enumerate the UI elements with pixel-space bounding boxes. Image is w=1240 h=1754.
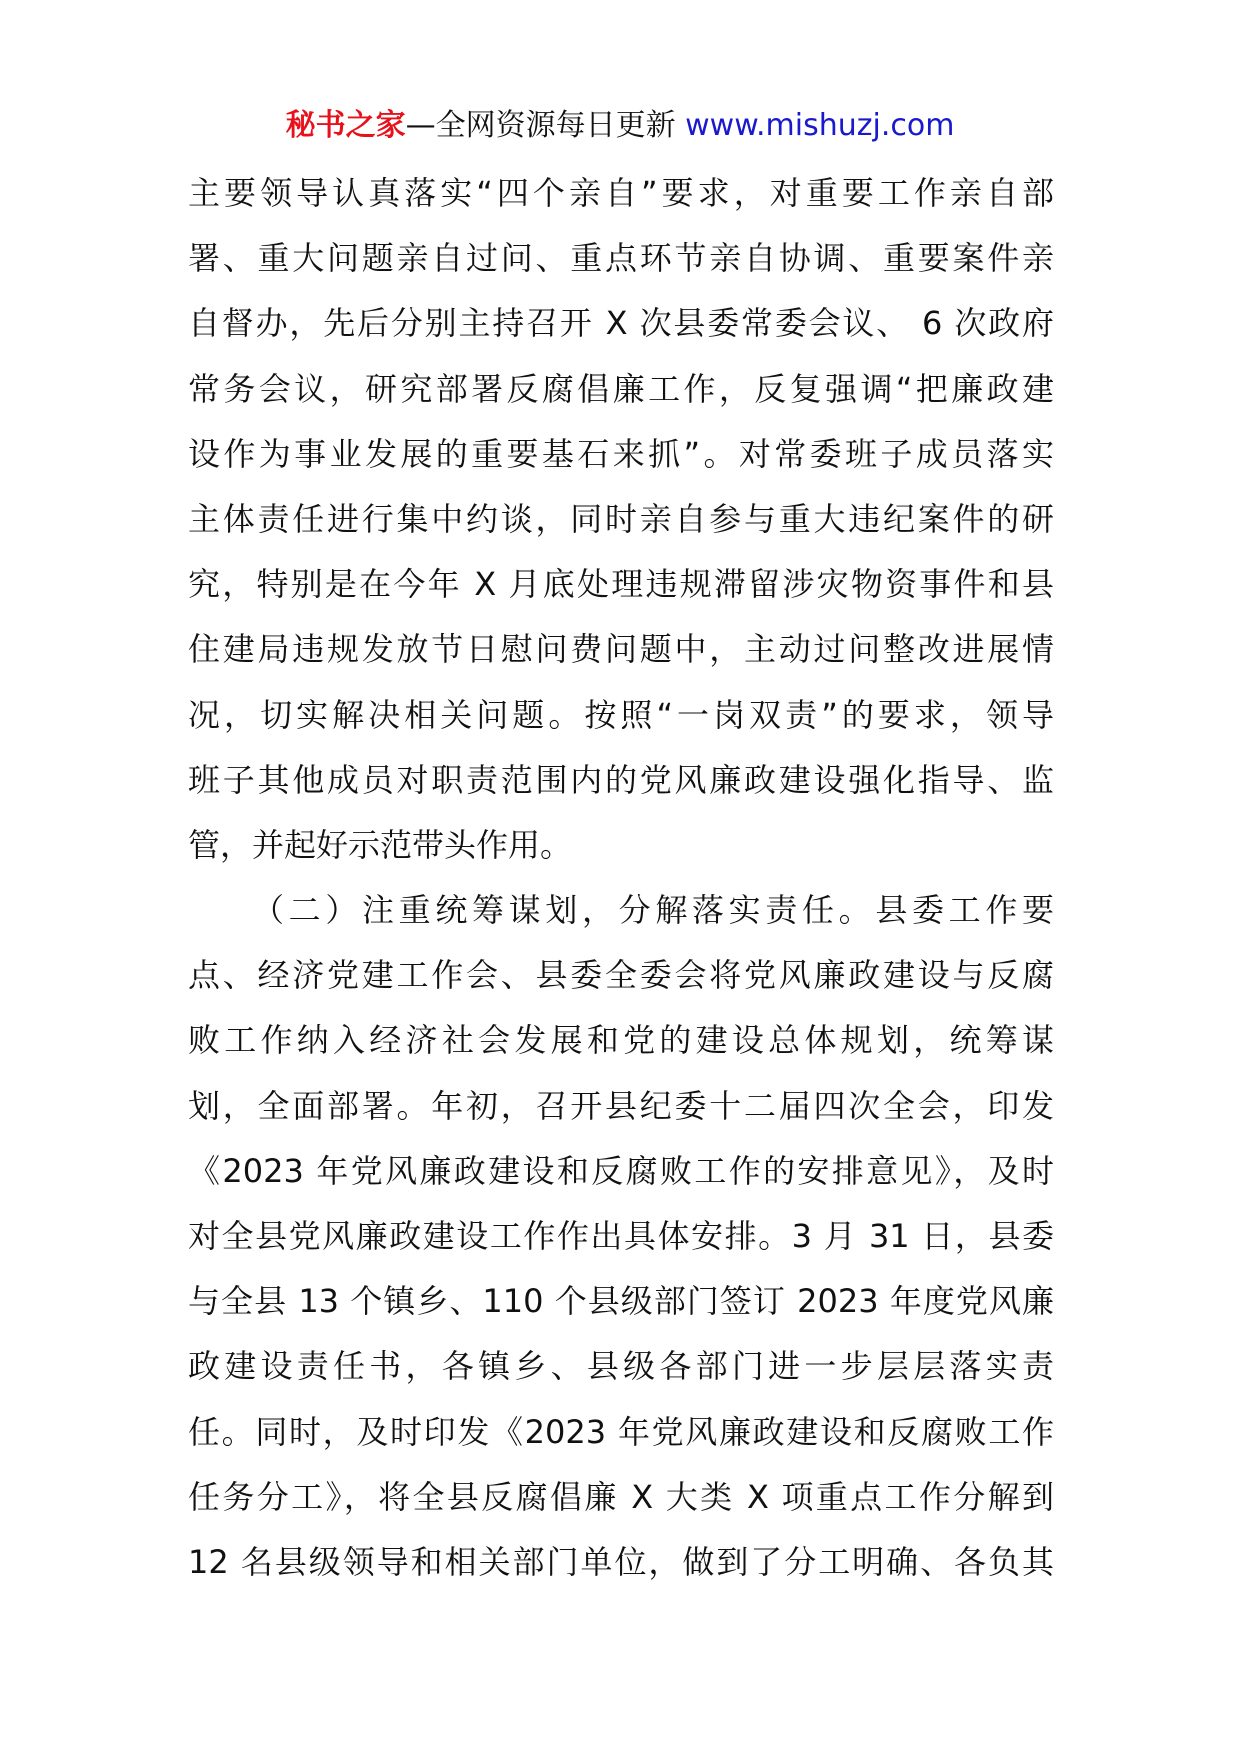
section-heading-line: （二）注重统筹谋划，分解落实责任。县委工作要 (252, 891, 1054, 930)
text-line: 败工作纳入经济社会发展和党的建设总体规划，统筹谋 (188, 1021, 1054, 1060)
text-line: 常务会议，研究部署反腐倡廉工作，反复强调“把廉政建 (188, 369, 1054, 408)
text-line: 划，全面部署。年初，召开县纪委十二届四次全会，印发 (188, 1086, 1054, 1125)
text-line: 点、经济党建工作会、县委全委会将党风廉政建设与反腐 (188, 956, 1054, 995)
text-line: 任。同时，及时印发《2023 年党风廉政建设和反腐败工作 (188, 1412, 1054, 1451)
text-line: 与全县 13 个镇乡、110 个县级部门签订 2023 年度党风廉 (188, 1282, 1054, 1321)
text-line: 署、重大问题亲自过问、重点环节亲自协调、重要案件亲 (188, 239, 1054, 278)
text-line: 对全县党风廉政建设工作作出具体安排。3 月 31 日，县委 (188, 1217, 1054, 1255)
text-line: 班子其他成员对职责范围内的党风廉政建设强化指导、监 (188, 760, 1054, 799)
text-line: 况，切实解决相关问题。按照“一岗双责”的要求，领导 (188, 695, 1054, 734)
text-line: 设作为事业发展的重要基石来抓”。对常委班子成员落实 (188, 434, 1054, 473)
document-body (188, 161, 1054, 1595)
text-line: 任务分工》，将全县反腐倡廉 X 大类 X 项重点工作分解到 (188, 1477, 1054, 1516)
paragraph-2 (188, 878, 1054, 1595)
paragraph-1 (188, 161, 1054, 878)
site-url-link[interactable]: www.mishuzj.com (685, 108, 955, 143)
brand-name: 秘书之家 (285, 108, 406, 143)
text-line: 12 名县级领导和相关部门单位，做到了分工明确、各负其 (188, 1542, 1054, 1581)
text-line: 究，特别是在今年 X 月底处理违规滞留涉灾物资事件和县 (188, 565, 1054, 604)
text-line: 主要领导认真落实“四个亲自”要求，对重要工作亲自部 (188, 174, 1054, 212)
text-line: 主体责任进行集中约谈，同时亲自参与重大违纪案件的研 (188, 499, 1054, 538)
text-line: 政建设责任书，各镇乡、县级各部门进一步层层落实责 (188, 1347, 1054, 1386)
text-line: 自督办，先后分别主持召开 X 次县委常委会议、 6 次政府 (188, 304, 1054, 343)
text-line: 管，并起好示范带头作用。 (188, 825, 573, 864)
text-line: 住建局违规发放节日慰问费问题中，主动过问整改进展情 (188, 630, 1054, 669)
banner-tagline: —全网资源每日更新 (405, 108, 676, 143)
site-banner (0, 98, 1240, 154)
text-line: 《2023 年党风廉政建设和反腐败工作的安排意见》，及时 (188, 1151, 1054, 1190)
